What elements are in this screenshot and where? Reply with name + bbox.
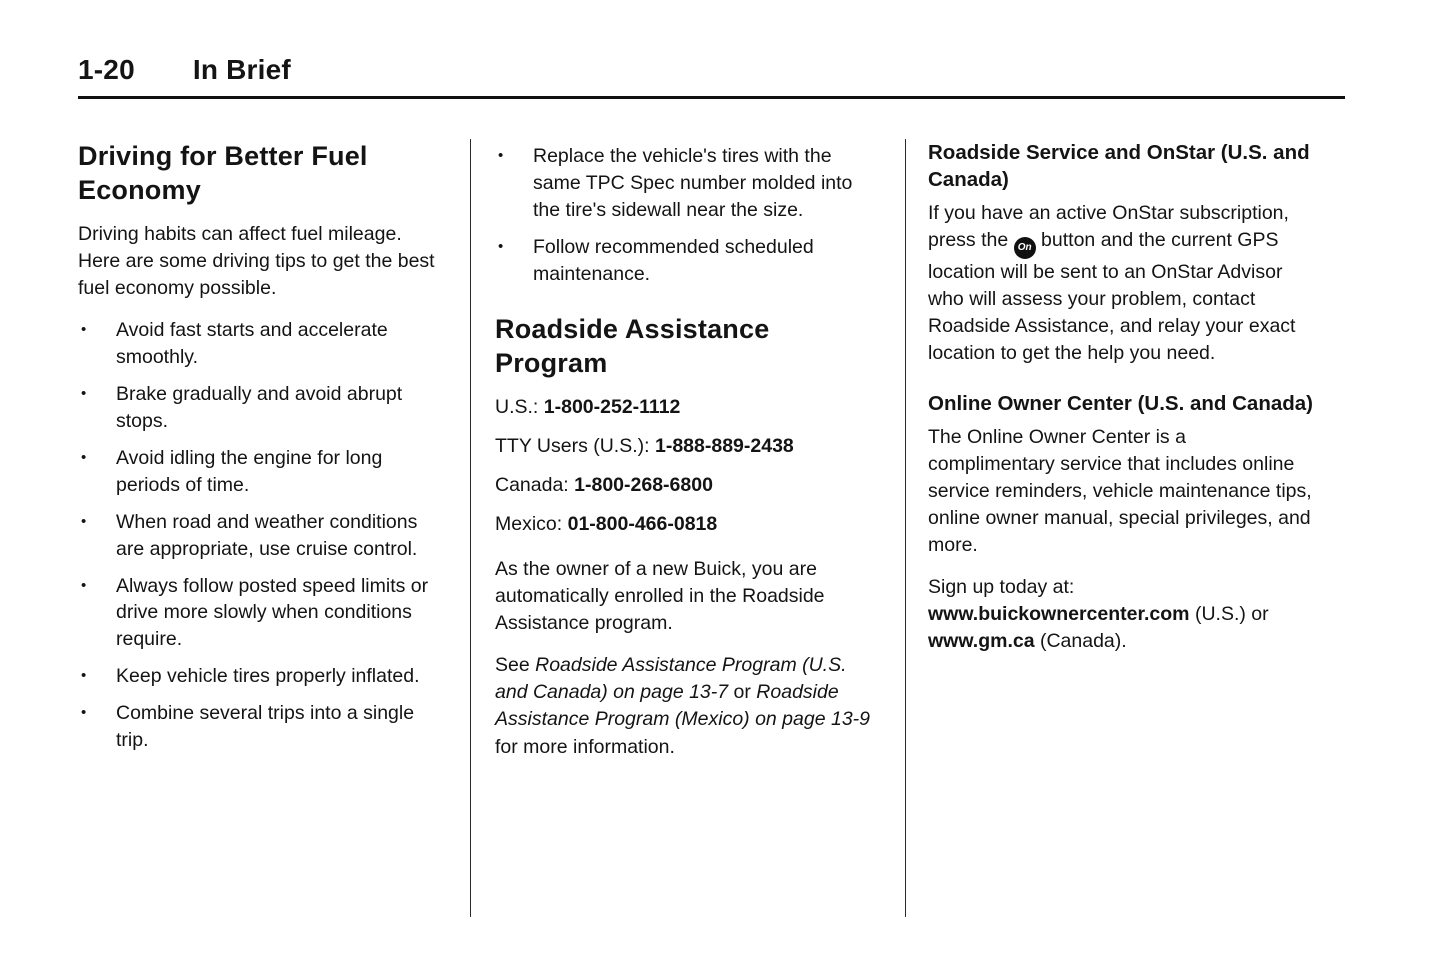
subsection-online-owner-center xyxy=(928,390,1318,656)
bullet-icon: • xyxy=(498,237,504,255)
buick-owner-center-url: www.buickownercenter.com xyxy=(928,603,1190,626)
phone-line-mexico xyxy=(495,511,881,538)
bullet-icon: • xyxy=(81,704,87,722)
list-item xyxy=(78,573,446,654)
list-item-text: Brake gradually and avoid abrupt stops. xyxy=(116,383,403,433)
list-item-text: Always follow posted speed limits or drive more slowly when conditions require. xyxy=(116,574,429,651)
reference-text: or xyxy=(728,681,757,704)
list-item-text: Avoid fast starts and accelerate smoothly. xyxy=(116,319,388,369)
onstar-button-icon: On xyxy=(1014,237,1036,259)
phone-line-canada xyxy=(495,472,881,499)
reference-title-mexico: Roadside Assistance Program (Mexico) on page 13-9 xyxy=(495,681,871,731)
subsection-roadside-onstar xyxy=(928,139,1318,368)
bullet-icon: • xyxy=(81,667,87,685)
phone-label: U.S.: xyxy=(495,395,544,418)
column-2 xyxy=(471,139,905,917)
bullet-icon: • xyxy=(498,147,504,164)
fuel-economy-intro: Driving habits can affect fuel mileage. Here are some driving tips to get the best fuel economy possible. xyxy=(78,223,435,300)
onstar-paragraph xyxy=(928,200,1318,367)
sub-heading-online-owner-center: Online Owner Center (U.S. and Canada) xyxy=(928,391,1314,415)
sub-heading-roadside-onstar: Roadside Service and OnStar (U.S. and Canada) xyxy=(928,141,1310,192)
header-rule xyxy=(78,96,1345,99)
phone-number: 1-888-889-2438 xyxy=(654,434,794,457)
reference-text: See xyxy=(495,654,536,677)
bullet-icon: • xyxy=(81,576,87,594)
onstar-paragraph-text: If you have an active OnStar subscription, press the xyxy=(928,202,1289,252)
page-header xyxy=(78,54,1345,86)
online-owner-center-paragraph: The Online Owner Center is a complimentary service that includes online service reminders, vehicle maintenance tips, online owner manual, special privileges, and more. xyxy=(928,425,1312,556)
list-item-text: When road and weather conditions are appropriate, use cruise control. xyxy=(116,510,418,560)
phone-label: Mexico: xyxy=(495,512,568,535)
list-item-text: Keep vehicle tires properly inflated. xyxy=(116,665,420,688)
bullet-icon: • xyxy=(81,385,87,403)
reference-text: for more information. xyxy=(495,735,675,758)
list-item xyxy=(78,317,446,371)
roadside-see-reference-paragraph xyxy=(495,652,881,760)
list-item-text: Replace the vehicle's tires with the same TPC Spec number molded into the tire's sidewall near the size. xyxy=(533,145,853,221)
signup-paragraph xyxy=(928,574,1318,655)
roadside-enrollment-paragraph: As the owner of a new Buick, you are automatically enrolled in the Roadside Assistance program. xyxy=(495,557,825,635)
gm-ca-url: www.gm.ca xyxy=(928,630,1035,653)
list-item xyxy=(78,509,446,563)
section-heading-fuel-economy: Driving for Better Fuel Economy xyxy=(78,141,368,206)
content-columns xyxy=(78,139,1345,917)
bullet-icon: • xyxy=(81,448,87,466)
reference-title-us-canada: Roadside Assistance Program (U.S. and Canada) on page 13-7 xyxy=(495,654,847,704)
signup-text: Sign up today at: xyxy=(928,576,1075,599)
phone-line-us xyxy=(495,394,881,421)
bullet-icon: • xyxy=(81,512,87,530)
column-1 xyxy=(78,139,470,917)
bullet-icon: • xyxy=(81,321,87,339)
signup-text: (U.S.) or xyxy=(1189,603,1269,626)
list-item xyxy=(495,234,881,288)
phone-label: Canada: xyxy=(495,473,575,496)
phone-number: 1-800-252-1112 xyxy=(543,395,681,418)
list-item xyxy=(78,445,446,499)
list-item xyxy=(78,700,446,754)
signup-text: (Canada). xyxy=(1034,630,1127,653)
list-item xyxy=(78,663,446,690)
list-item-text: Combine several trips into a single trip. xyxy=(116,702,415,752)
column-3 xyxy=(906,139,1318,917)
maintenance-bullet-list xyxy=(495,143,881,288)
onstar-paragraph-text: button and the current GPS location will be sent to an OnStar Advisor who will assess your problem, contact Roadside Assistance, and relay your exact location to get the help you need. xyxy=(928,229,1296,365)
list-item xyxy=(78,381,446,435)
page-title: In Brief xyxy=(192,54,291,85)
list-item xyxy=(495,143,881,224)
section-heading-roadside-assistance: Roadside Assistance Program xyxy=(495,313,770,378)
list-item-text: Avoid idling the engine for long periods of time. xyxy=(116,446,383,496)
page-number: 1-20 xyxy=(78,54,135,85)
phone-number: 1-800-268-6800 xyxy=(574,473,713,496)
phone-number: 01-800-466-0818 xyxy=(567,512,718,535)
list-item-text: Follow recommended scheduled maintenance. xyxy=(533,235,814,285)
phone-line-tty xyxy=(495,433,881,460)
phone-label: TTY Users (U.S.): xyxy=(495,434,655,457)
fuel-economy-bullet-list xyxy=(78,317,446,754)
